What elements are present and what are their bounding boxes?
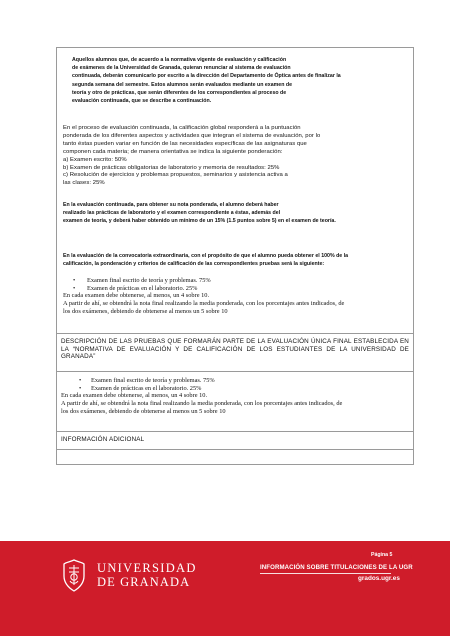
text-line: realizado las prácticas de laboratorio y el examen correspondiente a éstas, además del: [63, 210, 281, 217]
weighted-grade-paragraph: [63, 201, 408, 226]
extraordinary-paragraph: [63, 252, 411, 268]
university-crest-icon: [61, 559, 87, 592]
min-score-line: En cada examen debe obtenerse, al menos, un 4 sobre 10.: [63, 292, 210, 300]
text-line: continuada, deberán comunicarlo por escrito a la dirección del Departamento de Óptica antes de finalizar la: [72, 73, 341, 80]
extraordinary-exams: [63, 277, 411, 316]
text-line: Aquellos alumnos que, de acuerdo a la normativa vigente de evaluación y calificación: [72, 57, 287, 63]
section-heading: DESCRIPCIÓN DE LAS PRUEBAS QUE FORMARÁN PARTE DE LA EVALUACIÓN ÚNICA FINAL ESTABLECIDA EN LA “NORMATIVA DE EVALUACIÓN Y DE CALIFICACIÓN DE LOS ESTUDIANTES DE LA UNIVERSIDAD DE GRANADA”: [61, 338, 409, 361]
list-item: • Examen de prácticas en el laboratorio. 25%: [73, 284, 198, 292]
text-line: segunda semana del semestre. Estos alumnos serán evaluados mediante un examen de: [72, 81, 293, 88]
additional-info-header: [57, 432, 413, 450]
single-evaluation-content: [57, 372, 413, 432]
text-line: calificación, la ponderación y criterios de calificación de las correspondientes pruebas será la siguiente:: [63, 261, 325, 268]
single-evaluation-header: [57, 334, 413, 372]
continuous-evaluation-paragraph: [63, 125, 403, 188]
page-footer: [0, 541, 450, 636]
text-line: A partir de ahí, se obtendrá la nota final realizando la media ponderada, con los porcentajes antes indicados, de: [61, 400, 343, 408]
footer-info-text: INFORMACIÓN SOBRE TITULACIONES DE LA UGR: [260, 564, 413, 571]
bullet-icon: •: [79, 384, 82, 392]
evaluation-section: [57, 48, 413, 334]
bullet-icon: •: [73, 284, 76, 292]
list-item: • Examen de prácticas en el laboratorio. 25%: [79, 384, 202, 392]
page-number: Página 5: [371, 552, 393, 558]
bullet-icon: •: [73, 277, 76, 284]
list-item: • Examen final escrito de teoría y problemas. 75%: [79, 377, 215, 384]
guide-table: [56, 47, 414, 465]
text-line: examen de teoría, y deberá haber obtenido un mínimo de un 15% (1.5 puntos sobre 5) en el examen de teoría.: [63, 218, 336, 225]
text-line: a) Examen escrito: 50%: [63, 156, 127, 163]
university-name: UNIVERSIDAD: [97, 561, 197, 575]
list-item: • Examen final escrito de teoría y problemas. 75%: [73, 277, 211, 284]
additional-info-content: [57, 450, 413, 464]
text-line: En el proceso de evaluación continuada, la calificación global responderá a la puntuación: [63, 125, 301, 131]
text-line: b) Examen de prácticas obligatorias de laboratorio y memoria de resultados: 25%: [63, 164, 280, 171]
text-line: c) Resolución de ejercicios y problemas propuestos, seminarios y asistencia activa a: [63, 172, 288, 179]
text-line: En la evaluación de la convocatoria extraordinaria, con el propósito de que el alumno pueda obtener el 100% de la: [63, 253, 349, 259]
text-line: En la evaluación continuada, para obtener su nota ponderada, el alumno deberá haber: [63, 202, 279, 208]
exam-list: [79, 377, 413, 392]
text-line: evaluación continuada, que se describe a continuación.: [72, 98, 212, 105]
text-line: A partir de ahí, se obtendrá la nota final realizando la media ponderada, con los porcentajes antes indicados, de: [63, 300, 345, 308]
text-line: las clases: 25%: [63, 180, 105, 187]
text-line: ponderada de los diferentes aspectos y actividades que integran el sistema de evaluación, por lo: [63, 132, 321, 139]
exam-list: [63, 277, 411, 292]
text-line: tanto éstas pueden variar en función de las necesidades específicas de las asignaturas que: [63, 140, 307, 147]
bullet-icon: •: [79, 377, 82, 384]
text-line: de exámenes de la Universidad de Granada, quieran renunciar al sistema de evaluación: [72, 65, 291, 72]
renounce-paragraph: [72, 56, 407, 105]
section-heading: INFORMACIÓN ADICIONAL: [61, 436, 145, 443]
footer-url[interactable]: grados.ugr.es: [358, 575, 400, 582]
text-line: los dos exámenes, debiendo de obtenerse al menos un 5 sobre 10: [61, 407, 226, 415]
university-name-line2: DE GRANADA: [97, 575, 191, 589]
min-score-line: En cada examen debe obtenerse, al menos, un 4 sobre 10.: [61, 392, 208, 400]
text-line: los dos exámenes, debiendo de obtenerse al menos un 5 sobre 10: [63, 307, 228, 315]
text-line: teoría y otro de prácticas, que serán diferentes de los correspondientes al proceso de: [72, 89, 287, 96]
text-line: componen cada materia; de manera orientativa se indica la siguiente ponderación:: [63, 148, 283, 155]
